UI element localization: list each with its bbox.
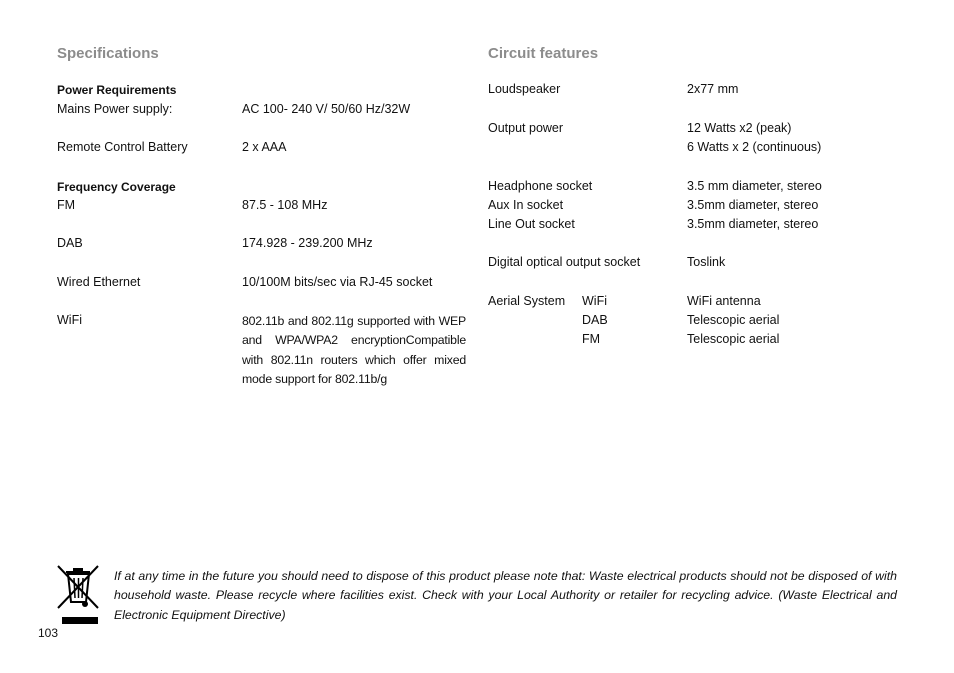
dab-value: 174.928 - 239.200 MHz [242, 236, 373, 250]
aerial-system-label: Aerial System [488, 294, 566, 308]
line-out-label: Line Out socket [488, 217, 575, 231]
disposal-notice: If at any time in the future you should need to dispose of this product please note that: Waste electrical products should not be disposed of with household waste. Please recycle where facilities exist. Check with your Local Authority or retailer for recycling advice. (Waste Electrical and Electronic Equipment Directive) [114, 569, 897, 622]
aerial-wifi-value: WiFi antenna [687, 294, 761, 308]
optical-output-label: Digital optical output socket [488, 255, 641, 269]
output-power-label: Output power [488, 121, 564, 135]
aerial-fm-value: Telescopic aerial [687, 332, 780, 346]
aux-in-value: 3.5mm diameter, stereo [687, 198, 819, 212]
aerial-fm-type: FM [582, 332, 601, 346]
fm-value: 87.5 - 108 MHz [242, 198, 328, 212]
ethernet-label: Wired Ethernet [57, 275, 141, 289]
remote-battery-value: 2 x AAA [242, 140, 287, 154]
headphone-socket-value: 3.5 mm diameter, stereo [687, 179, 822, 193]
aerial-wifi-type: WiFi [582, 294, 607, 308]
remote-battery-label: Remote Control Battery [57, 140, 188, 154]
output-power-peak-value: 12 Watts x2 (peak) [687, 121, 792, 135]
optical-output-value: Toslink [687, 255, 726, 269]
line-out-value: 3.5mm diameter, stereo [687, 217, 819, 231]
fm-label: FM [57, 198, 76, 212]
headphone-socket-label: Headphone socket [488, 179, 593, 193]
output-power-continuous-value: 6 Watts x 2 (continuous) [687, 140, 822, 154]
specifications-heading: Specifications [57, 45, 159, 62]
wifi-label: WiFi [57, 313, 82, 327]
power-requirements-heading: Power Requirements [57, 83, 177, 97]
loudspeaker-value: 2x77 mm [687, 82, 739, 96]
wifi-value: 802.11b and 802.11g supported with WEP and WPA/WPA2 encryptionCompatible with 802.11n routers which offer mixed mode support for 802.11b/g [242, 314, 466, 386]
aerial-dab-type: DAB [582, 313, 608, 327]
frequency-coverage-heading: Frequency Coverage [57, 180, 176, 194]
mains-power-value: AC 100- 240 V/ 50/60 Hz/32W [242, 102, 411, 116]
loudspeaker-label: Loudspeaker [488, 82, 561, 96]
page-number: 103 [38, 626, 59, 640]
crossed-out-wheelie-bin-icon [56, 562, 100, 628]
mains-power-label: Mains Power supply: [57, 102, 173, 116]
ethernet-value: 10/100M bits/sec via RJ-45 socket [242, 275, 433, 289]
circuit-features-heading: Circuit features [488, 45, 599, 62]
aerial-dab-value: Telescopic aerial [687, 313, 780, 327]
dab-label: DAB [57, 236, 83, 250]
aux-in-label: Aux In socket [488, 198, 564, 212]
